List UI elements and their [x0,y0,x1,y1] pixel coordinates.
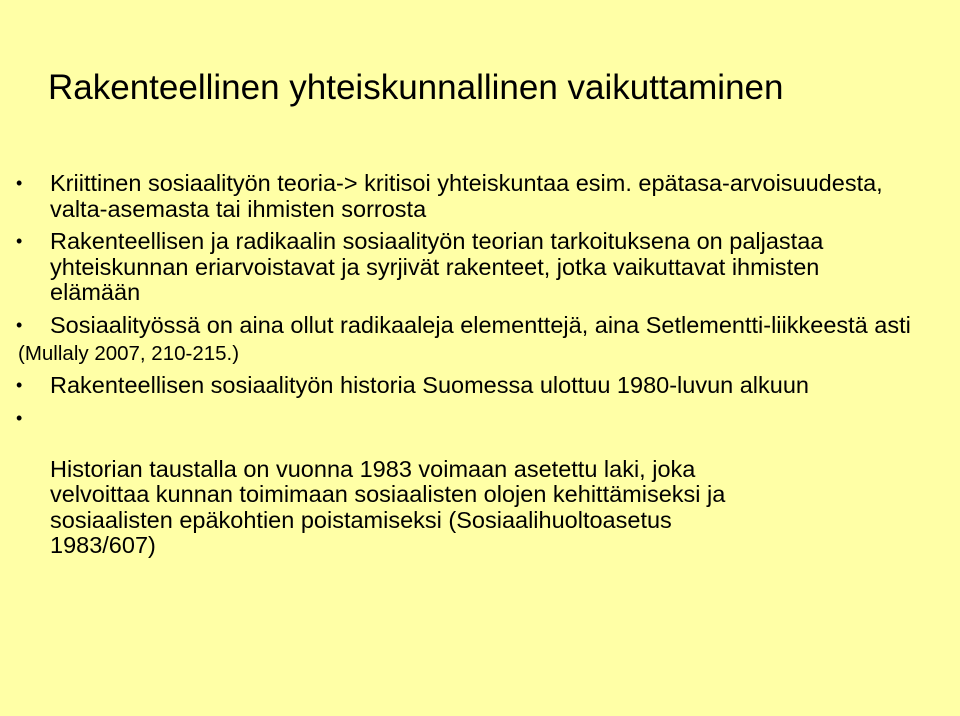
bullet-text: Sosiaalityössä on aina ollut radikaaleja elementtejä, aina Setlementti-liikkeestä asti [50,311,911,338]
bullet-dot: • [16,407,23,428]
slide-body [14,171,914,566]
bullet-dot: • [16,375,23,395]
bullet-item [14,313,914,339]
bullet-item [14,373,914,399]
bullet-item [14,171,914,222]
bullet-dot: • [16,231,23,251]
bullet-text: Historian taustalla on vuonna 1983 voimaan asetettu laki, joka velvoittaa kunnan toimimaan sosiaalisten olojen kehittämiseksi ja sosiaalisten epäkohtien poistamiseksi (Sosiaalihuoltoasetus 1983/607) [50,455,726,558]
bullet-item [14,229,914,306]
citation: (Mullaly 2007, 210-215.) [18,342,240,365]
bullet-item [14,406,914,559]
bullet-text: Rakenteellisen ja radikaalin sosiaalityön teorian tarkoituksena on paljastaa yhteiskunnan eriarvoistavat ja syrjivät rakenteet, jotka vaikuttavat ihmisten elämään [50,228,824,305]
bullet-dot: • [16,314,23,335]
slide-title: Rakenteellinen yhteiskunnallinen vaikuttaminen [48,68,784,107]
bullet-dot: • [16,173,23,193]
bullet-text: Kriittinen sosiaalityön teoria-> kritisoi yhteiskuntaa esim. epätasa-arvoisuudesta, valta-asemasta tai ihmisten sorrosta [50,170,883,222]
bullet-text: Rakenteellisen sosiaalityön historia Suomessa ulottuu 1980-luvun alkuun [50,372,809,398]
